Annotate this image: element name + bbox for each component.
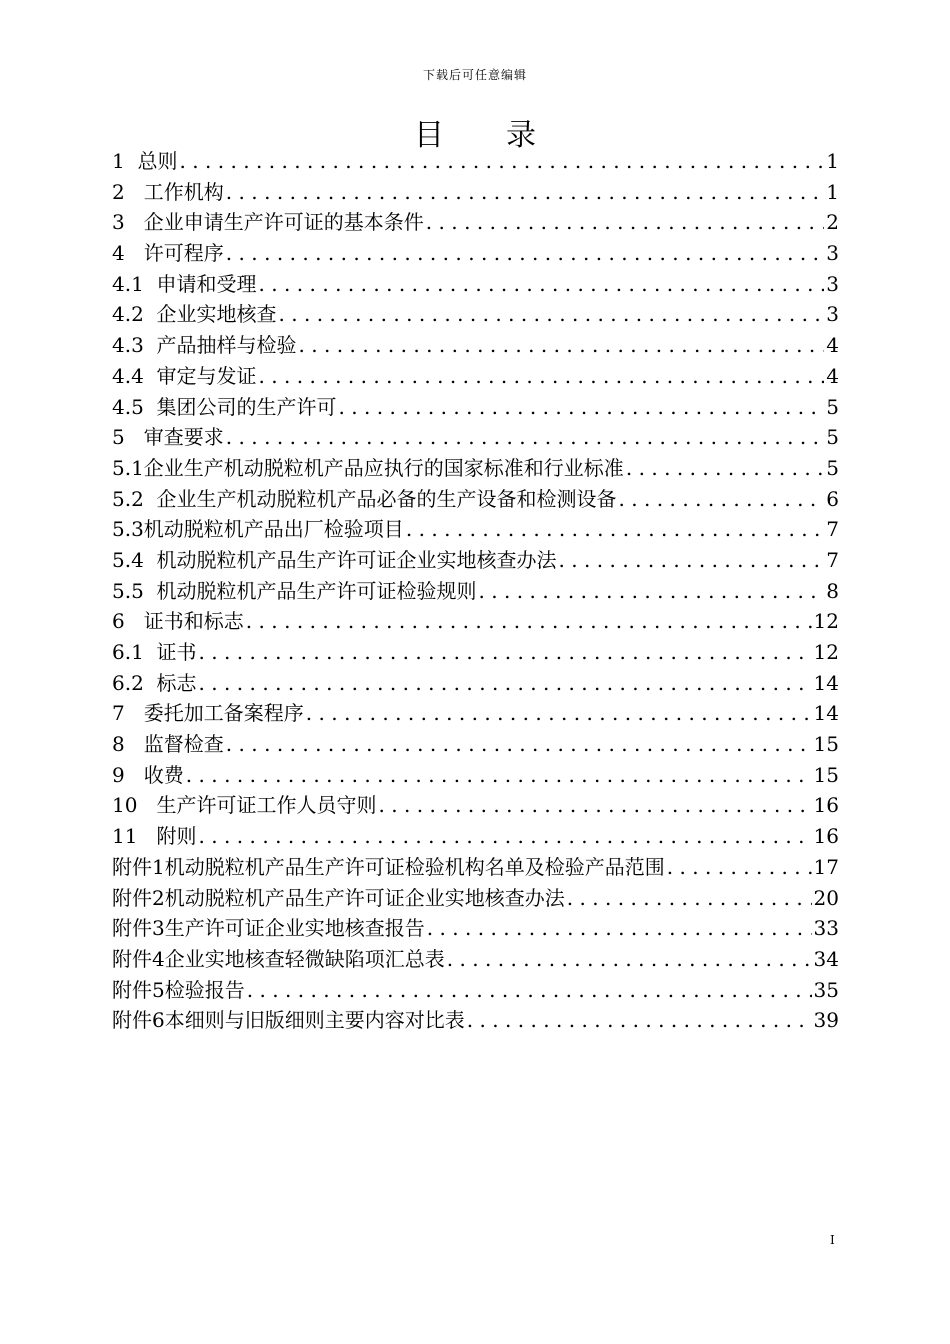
- toc-entry-label: 8 监督检查: [112, 732, 224, 757]
- toc-entry-label: 5.5 机动脱粒机产品生产许可证检验规则: [112, 578, 477, 603]
- toc-entry-page: 8: [826, 578, 839, 603]
- toc-entry-page: 14: [813, 701, 839, 726]
- page-number: I: [830, 1233, 835, 1247]
- dot-leader: [247, 975, 812, 1006]
- dot-leader: [559, 545, 825, 576]
- toc-entry[interactable]: [112, 146, 839, 177]
- toc-list: [112, 146, 839, 1036]
- toc-entry-label: 5.3机动脱粒机产品出厂检验项目: [112, 517, 404, 542]
- toc-entry-label: 4.1 申请和受理: [112, 271, 257, 296]
- dot-leader: [667, 852, 812, 883]
- toc-entry[interactable]: [112, 484, 839, 515]
- toc-entry[interactable]: [112, 883, 839, 914]
- toc-entry-label: 5.4 机动脱粒机产品生产许可证企业实地核查办法: [112, 547, 557, 572]
- dot-leader: [226, 177, 824, 208]
- toc-entry[interactable]: [112, 729, 839, 760]
- toc-entry-label: 4.3 产品抽样与检验: [112, 333, 297, 358]
- toc-entry-page: 5: [826, 455, 839, 480]
- toc-entry-label: 9 收费: [112, 762, 184, 787]
- dot-leader: [619, 484, 825, 515]
- toc-entry-page: 6: [826, 486, 839, 511]
- dot-leader: [299, 330, 825, 361]
- toc-entry-label: 附件5检验报告: [112, 977, 245, 1002]
- toc-entry[interactable]: [112, 790, 839, 821]
- toc-entry[interactable]: [112, 760, 839, 791]
- dot-leader: [479, 576, 825, 607]
- toc-entry-label: 10 生产许可证工作人员守则: [112, 793, 377, 818]
- toc-entry-page: 4: [826, 363, 839, 388]
- toc-entry-page: 4: [826, 333, 839, 358]
- toc-entry-label: 附件1机动脱粒机产品生产许可证检验机构名单及检验产品范围: [112, 854, 665, 879]
- toc-entry[interactable]: [112, 207, 839, 238]
- toc-entry-page: 15: [813, 762, 839, 787]
- toc-entry-label: 附件4企业实地核查轻微缺陷项汇总表: [112, 946, 445, 971]
- dot-leader: [626, 453, 824, 484]
- toc-entry-page: 5: [826, 394, 839, 419]
- toc-entry[interactable]: [112, 821, 839, 852]
- dot-leader: [186, 760, 812, 791]
- toc-entry-page: 39: [813, 1008, 839, 1033]
- toc-entry-page: 15: [813, 732, 839, 757]
- toc-entry-label: 7 委托加工备案程序: [112, 701, 304, 726]
- toc-entry-label: 1 总则: [112, 149, 178, 173]
- toc-entry-page: 33: [813, 916, 839, 941]
- dot-leader: [259, 361, 825, 392]
- toc-entry-label: 4.5 集团公司的生产许可: [112, 394, 337, 419]
- dot-leader: [426, 207, 824, 238]
- toc-entry[interactable]: [112, 299, 839, 330]
- toc-entry[interactable]: [112, 944, 839, 975]
- dot-leader: [199, 821, 812, 852]
- toc-entry-page: 5: [826, 425, 839, 450]
- toc-entry-page: 35: [813, 977, 839, 1002]
- dot-leader: [339, 392, 825, 423]
- toc-entry[interactable]: [112, 238, 839, 269]
- toc-entry-page: 20: [813, 885, 839, 910]
- toc-entry[interactable]: [112, 422, 839, 453]
- toc-entry[interactable]: [112, 576, 839, 607]
- dot-leader: [467, 1005, 812, 1036]
- toc-entry-page: 12: [813, 609, 839, 634]
- toc-entry[interactable]: [112, 668, 839, 699]
- dot-leader: [246, 606, 812, 637]
- dot-leader: [199, 668, 812, 699]
- page-title: 目录: [414, 118, 598, 153]
- toc-entry-label: 4.2 企业实地核查: [112, 302, 277, 327]
- toc-entry-label: 5.1企业生产机动脱粒机产品应执行的国家标准和行业标准: [112, 455, 624, 480]
- toc-entry[interactable]: [112, 545, 839, 576]
- toc-entry-label: 6.2 标志: [112, 670, 197, 695]
- toc-entry-label: 5 审查要求: [112, 425, 224, 450]
- toc-entry[interactable]: [112, 177, 839, 208]
- toc-entry[interactable]: [112, 698, 839, 729]
- dot-leader: [427, 913, 812, 944]
- toc-entry-label: 11 附则: [112, 824, 197, 849]
- toc-entry[interactable]: [112, 975, 839, 1006]
- toc-entry[interactable]: [112, 330, 839, 361]
- toc-entry-page: 1: [826, 179, 839, 204]
- dot-leader: [306, 698, 812, 729]
- dot-leader: [226, 729, 812, 760]
- toc-entry-label: 3 企业申请生产许可证的基本条件: [112, 210, 424, 235]
- toc-entry-page: 7: [826, 547, 839, 572]
- dot-leader: [179, 146, 824, 177]
- toc-entry-label: 4 许可程序: [112, 241, 224, 266]
- toc-entry-page: 1: [826, 149, 839, 173]
- dot-leader: [226, 238, 824, 269]
- toc-entry[interactable]: [112, 392, 839, 423]
- toc-entry[interactable]: [112, 269, 839, 300]
- dot-leader: [279, 299, 825, 330]
- toc-entry-label: 附件2机动脱粒机产品生产许可证企业实地核查办法: [112, 885, 565, 910]
- dot-leader: [226, 422, 824, 453]
- toc-entry-label: 附件6本细则与旧版细则主要内容对比表: [112, 1008, 465, 1033]
- header-note: 下载后可任意编辑: [422, 68, 527, 82]
- toc-entry[interactable]: [112, 514, 839, 545]
- toc-entry-page: 14: [813, 670, 839, 695]
- dot-leader: [259, 269, 825, 300]
- toc-entry-page: 16: [813, 793, 839, 818]
- toc-entry-label: 5.2 企业生产机动脱粒机产品必备的生产设备和检测设备: [112, 486, 617, 511]
- toc-entry-label: 6 证书和标志: [112, 609, 244, 634]
- dot-leader: [567, 883, 812, 914]
- toc-entry[interactable]: [112, 453, 839, 484]
- toc-entry-page: 7: [826, 517, 839, 542]
- toc-entry[interactable]: [112, 361, 839, 392]
- toc-entry-page: 16: [813, 824, 839, 849]
- toc-entry[interactable]: [112, 1005, 839, 1036]
- dot-leader: [379, 790, 812, 821]
- toc-entry-page: 3: [826, 302, 839, 327]
- toc-entry-page: 2: [826, 210, 839, 235]
- toc-entry-label: 6.1 证书: [112, 640, 197, 664]
- toc-entry[interactable]: [112, 606, 839, 637]
- toc-entry-label: 附件3生产许可证企业实地核查报告: [112, 916, 425, 941]
- toc-entry-label: 4.4 审定与发证: [112, 363, 257, 388]
- toc-entry-page: 3: [826, 271, 839, 296]
- toc-entry[interactable]: [112, 913, 839, 944]
- toc-entry[interactable]: [112, 852, 839, 883]
- toc-entry[interactable]: [112, 637, 839, 668]
- dot-leader: [447, 944, 812, 975]
- toc-entry-page: 34: [813, 946, 839, 971]
- dot-leader: [406, 514, 824, 545]
- toc-entry-page: 12: [813, 640, 839, 664]
- toc-entry-label: 2 工作机构: [112, 179, 224, 204]
- dot-leader: [199, 637, 812, 668]
- toc-entry-page: 3: [826, 241, 839, 266]
- toc-entry-page: 17: [813, 854, 839, 879]
